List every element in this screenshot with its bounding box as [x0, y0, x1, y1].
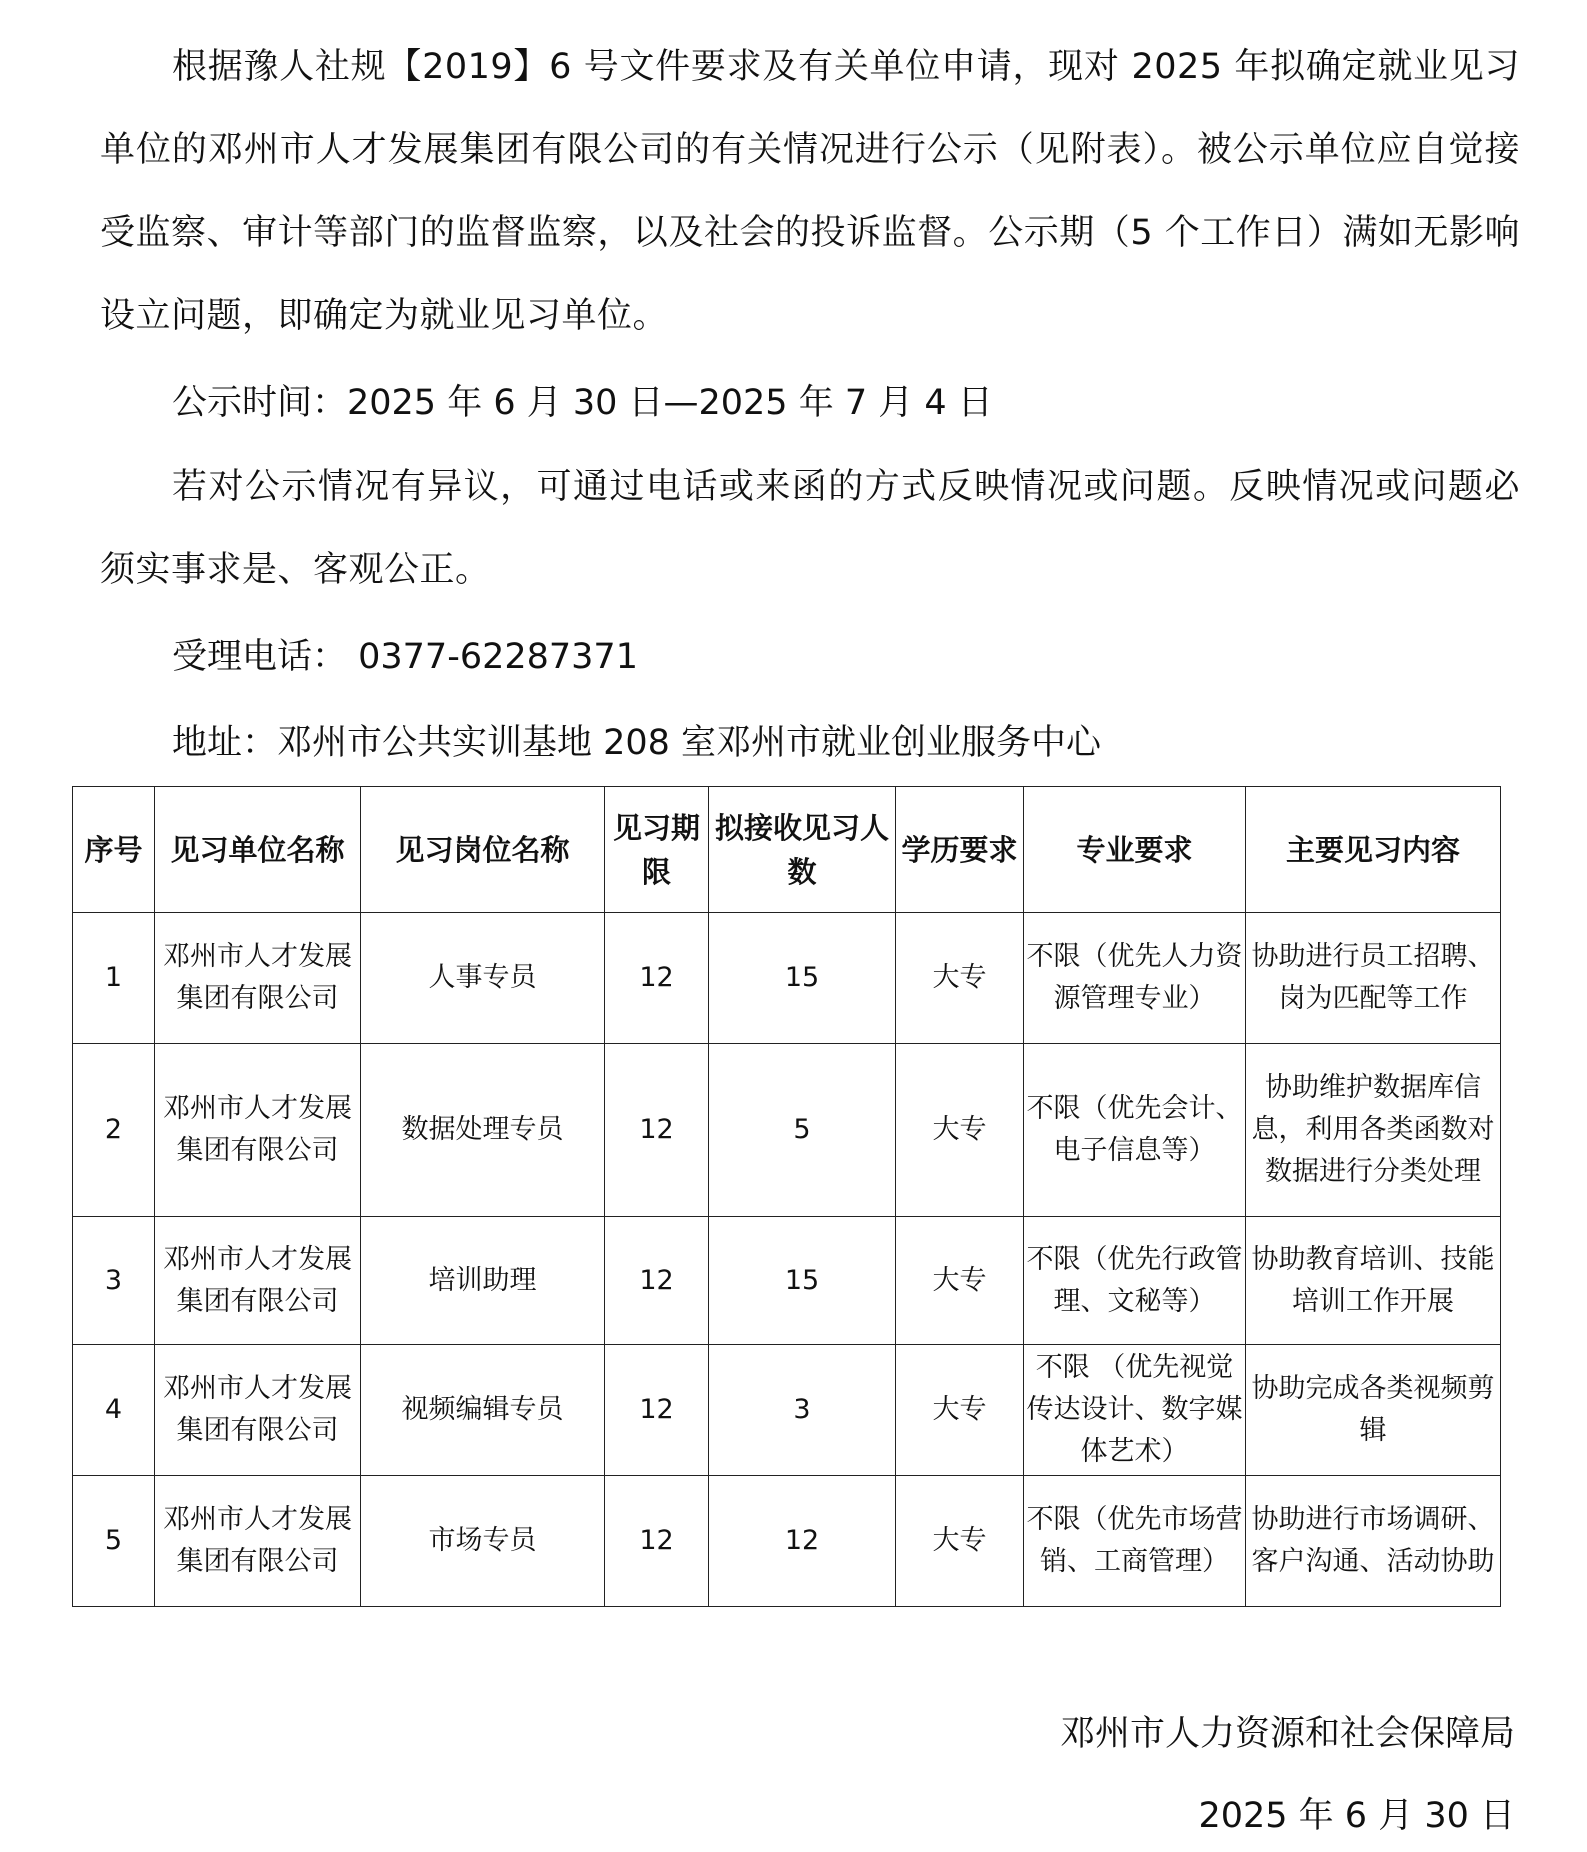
cell-edu: 大专: [896, 913, 1024, 1044]
cell-unit: 邓州市人才发展集团有限公司: [155, 1345, 361, 1476]
cell-no: 2: [73, 1044, 155, 1217]
cell-position: 视频编辑专员: [361, 1345, 605, 1476]
header-count: 拟接收见习人数: [709, 787, 896, 913]
cell-no: 3: [73, 1217, 155, 1345]
cell-unit: 邓州市人才发展集团有限公司: [155, 1217, 361, 1345]
cell-unit: 邓州市人才发展集团有限公司: [155, 1476, 361, 1607]
header-position: 见习岗位名称: [361, 787, 605, 913]
cell-major: 不限（优先人力资源管理专业）: [1024, 913, 1246, 1044]
internship-table: [72, 786, 1501, 1607]
header-unit: 见习单位名称: [155, 787, 361, 913]
objection-paragraph: 若对公示情况有异议，可通过电话或来函的方式反映情况或问题。反映情况或问题必须实事求是、客观公正。: [100, 467, 1520, 590]
table-row: [73, 1217, 1501, 1345]
cell-major: 不限（优先会计、电子信息等）: [1024, 1044, 1246, 1217]
header-term: 见习期限: [605, 787, 709, 913]
notice-period: 公示时间：2025 年 6 月 30 日—2025 年 7 月 4 日: [172, 383, 993, 423]
cell-content: 协助进行市场调研、客户沟通、活动协助: [1246, 1476, 1501, 1607]
cell-no: 5: [73, 1476, 155, 1607]
cell-count: 5: [709, 1044, 896, 1217]
cell-no: 4: [73, 1345, 155, 1476]
cell-content: 协助维护数据库信息，利用各类函数对数据进行分类处理: [1246, 1044, 1501, 1217]
signature-org: 邓州市人力资源和社会保障局: [1059, 1714, 1515, 1754]
header-content: 主要见习内容: [1246, 787, 1501, 913]
header-major: 专业要求: [1024, 787, 1246, 913]
cell-major: 不限（优先市场营销、工商管理）: [1024, 1476, 1246, 1607]
signature-date: 2025 年 6 月 30 日: [1198, 1796, 1515, 1836]
cell-major: 不限（优先行政管理、文秘等）: [1024, 1217, 1246, 1345]
intro-paragraph: 根据豫人社规【2019】6 号文件要求及有关单位申请，现对 2025 年拟确定就业见习单位的邓州市人才发展集团有限公司的有关情况进行公示（见附表）。被公示单位应自觉接受监察、审计等部门的监督监察，以及社会的投诉监督。公示期（5 个工作日）满如无影响设立问题，即确定为就业见习单位。: [100, 47, 1520, 336]
cell-major: 不限 （优先视觉传达设计、数字媒体艺术）: [1024, 1345, 1246, 1476]
cell-count: 12: [709, 1476, 896, 1607]
cell-content: 协助教育培训、技能培训工作开展: [1246, 1217, 1501, 1345]
cell-edu: 大专: [896, 1476, 1024, 1607]
table-row: [73, 1345, 1501, 1476]
cell-no: 1: [73, 913, 155, 1044]
cell-content: 协助进行员工招聘、岗为匹配等工作: [1246, 913, 1501, 1044]
cell-term: 12: [605, 913, 709, 1044]
cell-position: 市场专员: [361, 1476, 605, 1607]
header-edu: 学历要求: [896, 787, 1024, 913]
cell-position: 人事专员: [361, 913, 605, 1044]
cell-term: 12: [605, 1476, 709, 1607]
cell-term: 12: [605, 1345, 709, 1476]
cell-position: 数据处理专员: [361, 1044, 605, 1217]
cell-count: 3: [709, 1345, 896, 1476]
contact-address: 地址：邓州市公共实训基地 208 室邓州市就业创业服务中心: [172, 723, 1102, 763]
cell-count: 15: [709, 1217, 896, 1345]
header-no: 序号: [73, 787, 155, 913]
cell-edu: 大专: [896, 1217, 1024, 1345]
cell-position: 培训助理: [361, 1217, 605, 1345]
cell-count: 15: [709, 913, 896, 1044]
cell-edu: 大专: [896, 1044, 1024, 1217]
contact-phone: 受理电话： 0377-62287371: [172, 637, 638, 677]
table-row: [73, 913, 1501, 1044]
table-header-row: [73, 787, 1501, 913]
cell-term: 12: [605, 1217, 709, 1345]
cell-unit: 邓州市人才发展集团有限公司: [155, 913, 361, 1044]
cell-term: 12: [605, 1044, 709, 1217]
cell-edu: 大专: [896, 1345, 1024, 1476]
cell-unit: 邓州市人才发展集团有限公司: [155, 1044, 361, 1217]
table-row: [73, 1044, 1501, 1217]
cell-content: 协助完成各类视频剪辑: [1246, 1345, 1501, 1476]
table-row: [73, 1476, 1501, 1607]
